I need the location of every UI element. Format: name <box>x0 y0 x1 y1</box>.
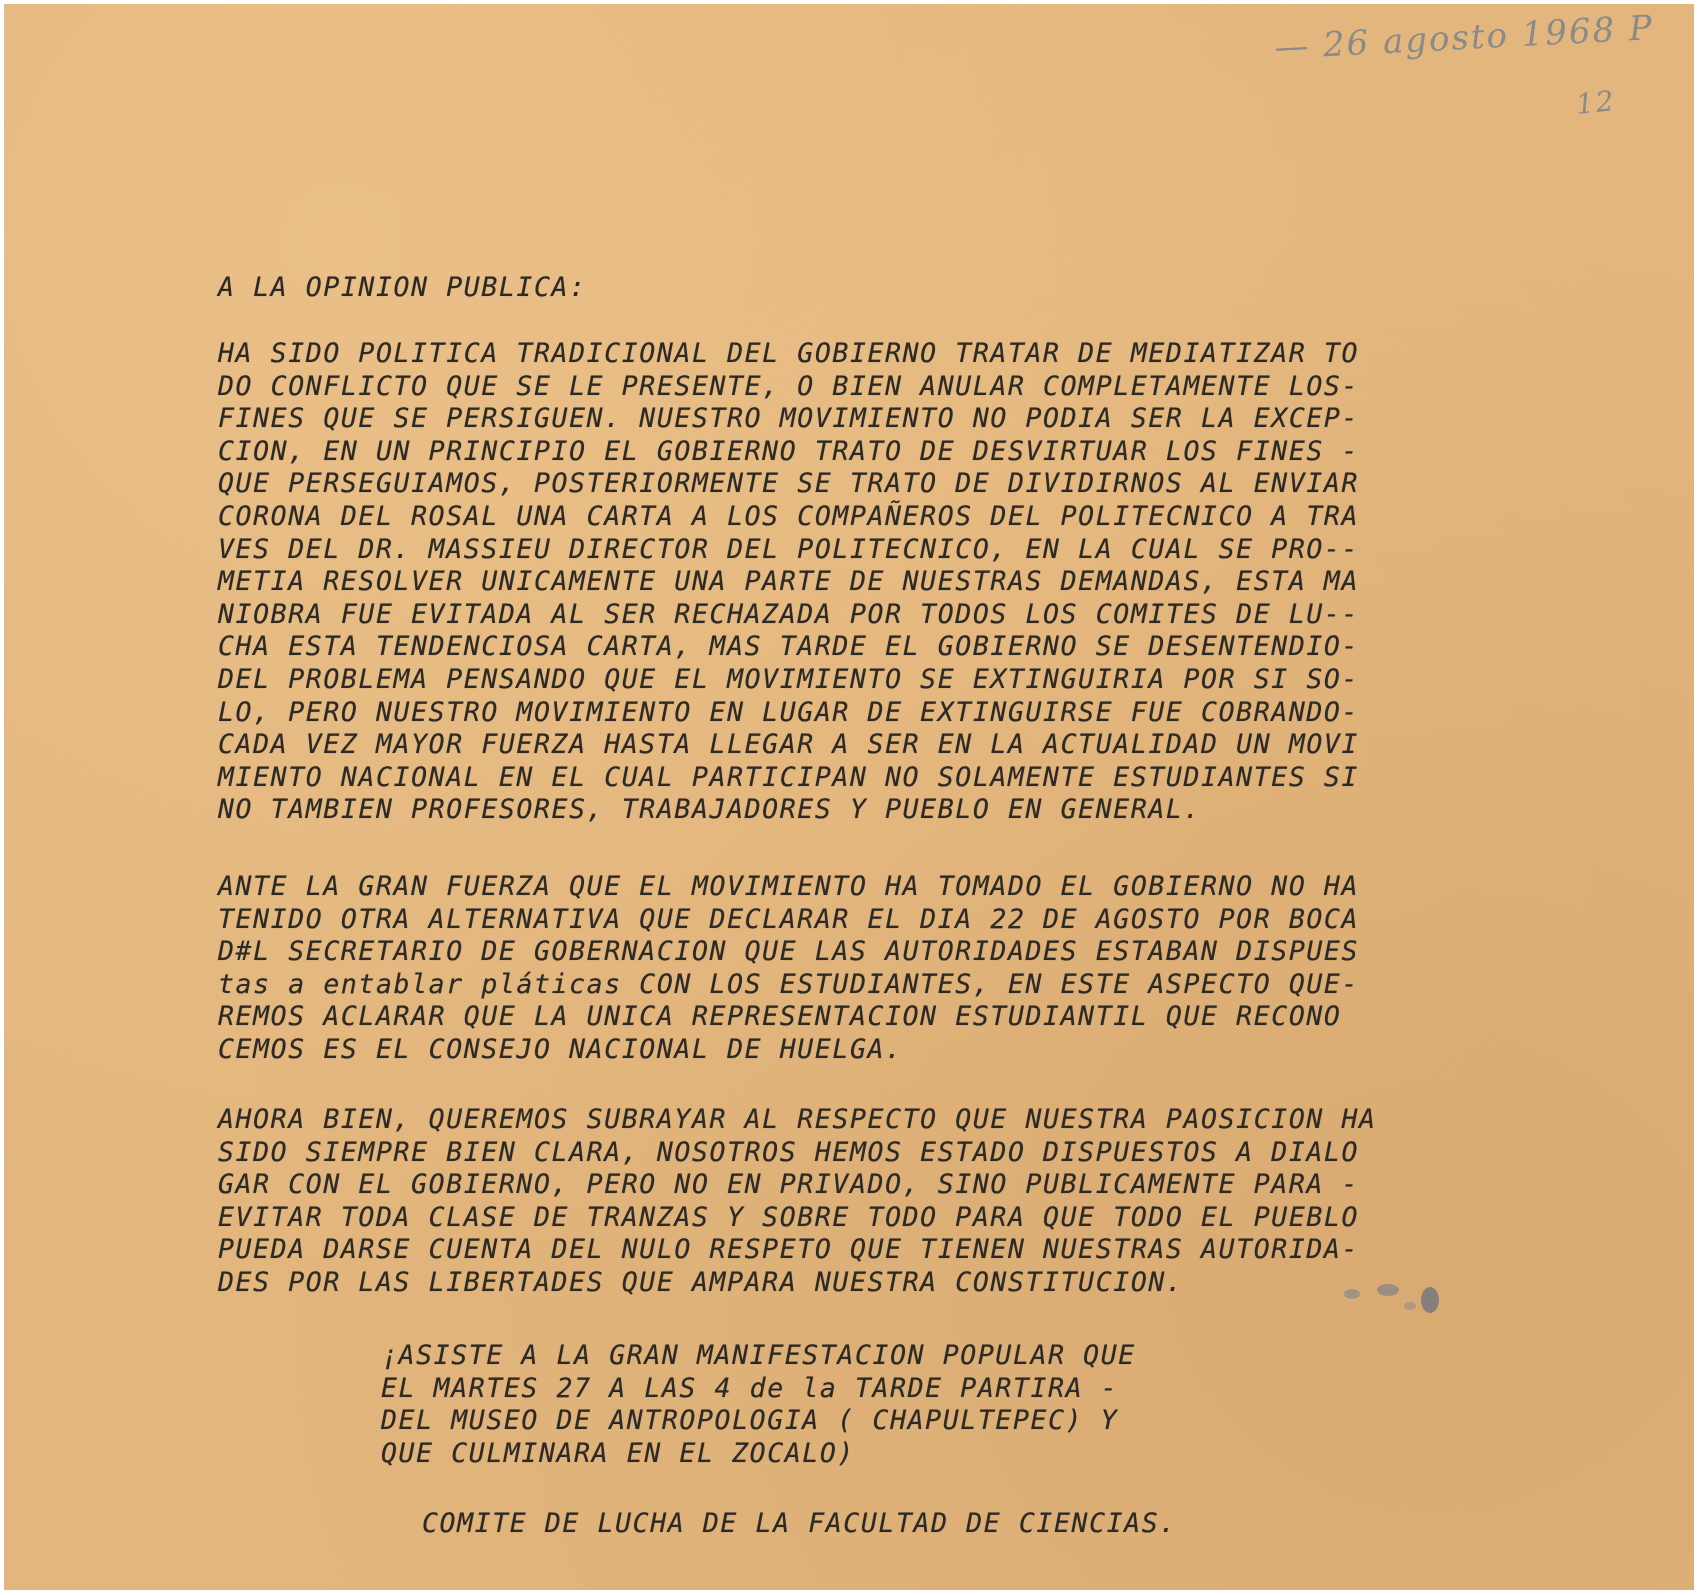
text-line: CORONA DEL ROSAL UNA CARTA A LOS COMPAÑEROS DEL POLITECNICO A TRA <box>218 500 1360 532</box>
text-line: LO, PERO NUESTRO MOVIMIENTO EN LUGAR DE EXTINGUIRSE FUE COBRANDO- <box>218 696 1360 728</box>
text-line: MIENTO NACIONAL EN EL CUAL PARTICIPAN NO SOLAMENTE ESTUDIANTES SI <box>218 761 1360 793</box>
paragraph-2 <box>218 871 1359 1067</box>
text-line: NO TAMBIEN PROFESORES, TRABAJADORES Y PUEBLO EN GENERAL. <box>218 794 1202 826</box>
text-line: DO CONFLICTO QUE SE LE PRESENTE, O BIEN ANULAR COMPLETAMENTE LOS- <box>218 370 1360 402</box>
text-line: GAR CON EL GOBIERNO, PERO NO EN PRIVADO, SINO PUBLICAMENTE PARA - <box>218 1169 1360 1201</box>
text-line: QUE PERSEGUIAMOS, POSTERIORMENTE SE TRATO DE DIVIDIRNOS AL ENVIAR <box>218 468 1360 500</box>
text-line: CION, EN UN PRINCIPIO EL GOBIERNO TRATO DE DESVIRTUAR LOS FINES - <box>218 435 1360 467</box>
text-line: FINES QUE SE PERSIGUEN. NUESTRO MOVIMIENTO NO PODIA SER LA EXCEP- <box>218 403 1360 435</box>
text-line: CEMOS ES EL CONSEJO NACIONAL DE HUELGA. <box>218 1033 903 1065</box>
paragraph-1 <box>218 338 1359 827</box>
text-line: CADA VEZ MAYOR FUERZA HASTA LLEGAR A SER EN LA ACTUALIDAD UN MOVI <box>218 729 1360 761</box>
text-line: tas a entablar pláticas CON LOS ESTUDIANTES, EN ESTE ASPECTO QUE- <box>218 968 1360 1000</box>
handwritten-page-number: 12 <box>1574 84 1618 121</box>
text-line: EVITAR TODA CLASE DE TRANZAS Y SOBRE TODO PARA QUE TODO EL PUEBLO <box>218 1201 1360 1233</box>
document-page <box>4 4 1694 1590</box>
text-line: D#L SECRETARIO DE GOBERNACION QUE LAS AUTORIDADES ESTABAN DISPUES <box>218 936 1360 968</box>
handwritten-date-annotation: — 26 agosto 1968 P <box>1273 8 1655 68</box>
text-line: REMOS ACLARAR QUE LA UNICA REPRESENTACION ESTUDIANTIL QUE RECONO <box>218 1001 1342 1033</box>
text-line: ¡ASISTE A LA GRAN MANIFESTACION POPULAR QUE <box>381 1340 1136 1371</box>
paragraph-3 <box>218 1104 1377 1300</box>
signature-line: COMITE DE LUCHA DE LA FACULTAD DE CIENCIAS. <box>422 1508 1177 1539</box>
text-line: HA SIDO POLITICA TRADICIONAL DEL GOBIERNO TRATAR DE MEDIATIZAR TO <box>218 338 1360 369</box>
text-line: DEL PROBLEMA PENSANDO QUE EL MOVIMIENTO SE EXTINGUIRIA POR SI SO- <box>218 663 1360 695</box>
text-line: AHORA BIEN, QUEREMOS SUBRAYAR AL RESPECTO QUE NUESTRA PAOSICION HA <box>218 1104 1377 1135</box>
text-line: TENIDO OTRA ALTERNATIVA QUE DECLARAR EL DIA 22 DE AGOSTO POR BOCA <box>218 903 1360 935</box>
text-line: DEL MUSEO DE ANTROPOLOGIA ( CHAPULTEPEC) Y <box>381 1405 1119 1437</box>
text-line: VES DEL DR. MASSIEU DIRECTOR DEL POLITECNICO, EN LA CUAL SE PRO-- <box>218 533 1360 565</box>
call-to-action <box>381 1340 1136 1470</box>
text-line: PUEDA DARSE CUENTA DEL NULO RESPETO QUE TIENEN NUESTRAS AUTORIDA- <box>218 1234 1360 1266</box>
text-line: CHA ESTA TENDENCIOSA CARTA, MAS TARDE EL GOBIERNO SE DESENTENDIO- <box>218 631 1360 663</box>
text-line: NIOBRA FUE EVITADA AL SER RECHAZADA POR TODOS LOS COMITES DE LU-- <box>218 598 1360 630</box>
text-line: SIDO SIEMPRE BIEN CLARA, NOSOTROS HEMOS ESTADO DISPUESTOS A DIALO <box>218 1136 1360 1168</box>
text-line: QUE CULMINARA EN EL ZOCALO) <box>381 1437 855 1469</box>
text-line: METIA RESOLVER UNICAMENTE UNA PARTE DE NUESTRAS DEMANDAS, ESTA MA <box>218 566 1360 598</box>
text-line: ANTE LA GRAN FUERZA QUE EL MOVIMIENTO HA TOMADO EL GOBIERNO NO HA <box>218 871 1360 902</box>
document-heading: A LA OPINION PUBLICA: <box>218 272 587 303</box>
text-line: EL MARTES 27 A LAS 4 de la TARDE PARTIRA - <box>381 1372 1119 1404</box>
text-line: DES POR LAS LIBERTADES QUE AMPARA NUESTRA CONSTITUCION. <box>218 1266 1184 1298</box>
